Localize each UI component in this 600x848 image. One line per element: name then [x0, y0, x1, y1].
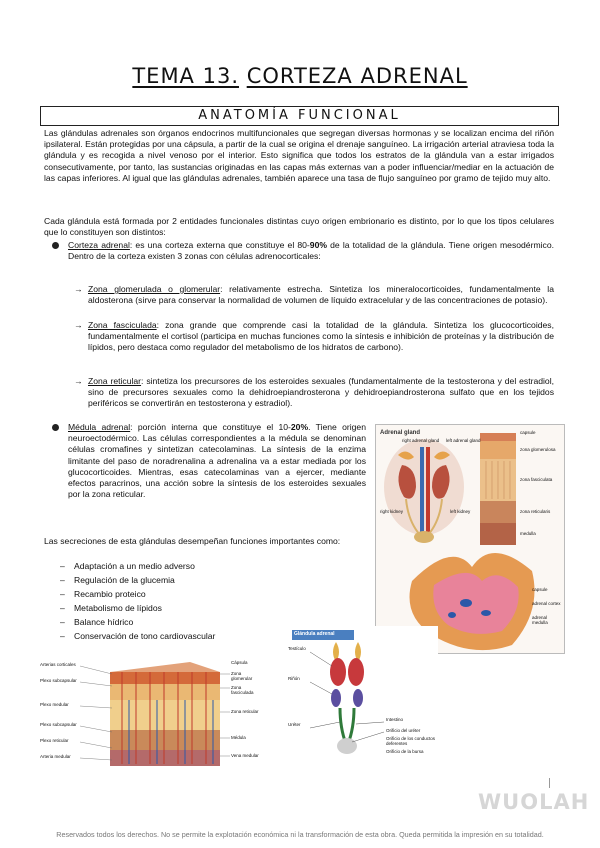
function-item: – Conservación de tono cardiovascular	[60, 631, 216, 641]
medulla-text-b: . Tiene origen neuroectodérmico. Las células correspondientes a la médula se denominan células cromafines y sintetizan catecolaminas. La síntesis de la enzima limitante del paso de noradrenalina a adrenalina va a estar mediada por los glucocorticoides. Mientras, esas catecolaminas van a ejercer, mediante efectos paracrinos, una acción sobre la síntesis de los esteroides sexuales por la zona reticular.	[68, 422, 366, 500]
fig-label: adrenal medulla	[532, 615, 548, 625]
fig-label: Cápsula	[231, 660, 248, 665]
zone-item	[74, 320, 554, 354]
fig-label: Testículo	[288, 646, 306, 651]
fig-label: Plexo subcapsular	[40, 722, 77, 727]
fig-label: Zona reticular	[231, 709, 259, 714]
cortex-text-b: de la totalidad de la glándula. Tiene origen mesodérmico. Dentro de la corteza existen 3 zonas con células adrenocorticales:	[68, 240, 554, 262]
arrow-icon: →	[74, 284, 83, 294]
fig-label: Plexo subcapsular	[40, 678, 77, 683]
cortex-bullet	[54, 240, 554, 262]
cortex-percent: 90%	[309, 240, 327, 250]
title-text: CORTEZA ADRENAL	[246, 64, 468, 88]
fig-label: Orificio de la bursa	[386, 749, 424, 754]
fig-label: left kidney	[450, 509, 471, 514]
medulla-term: Médula adrenal	[68, 422, 131, 432]
fig-label: Plexo reticular	[40, 738, 69, 743]
medulla-percent: 20%	[290, 422, 309, 432]
fig-label: capsule	[520, 430, 536, 435]
divider	[549, 778, 550, 788]
fig-label: Zona glomerular	[231, 671, 253, 681]
fig-label: capsule	[532, 587, 548, 592]
zone-term: Zona fasciculada	[88, 320, 157, 330]
fig-label: Médula	[231, 735, 246, 740]
function-text: Conservación de tono cardiovascular	[74, 631, 216, 641]
fig-label: zona glomerulosa	[520, 447, 556, 452]
function-item: – Adaptación a un medio adverso	[60, 561, 195, 571]
bullet-dot	[52, 242, 59, 249]
function-text: Metabolismo de lípidos	[74, 603, 162, 613]
zone-text: : zona grande que comprende casi la totalidad de la glándula. Sintetiza los glucocorticoides, fundamentalmente el cortisol (participa en muchas funciones como la síntesis e inhibición de proteínas y la distribución de lípidos, pero destaca como regulador del metabolismo de los hidratos de carbono).	[88, 320, 554, 353]
fig-label: medulla	[520, 531, 536, 536]
fig-label: zona fasciculata	[520, 477, 553, 482]
zone-text: : sintetiza los precursores de los esteroides sexuales (fundamentalmente de la testosterona y del estradiol, sino de precursores sexuales como la dehidroepiandrosterona y dehidroepiandrosterona sulfato que en los tejidos periféricos se convertirán en testosterona y estradiol).	[88, 376, 554, 409]
fig-label: right adrenal gland	[402, 438, 440, 443]
fig-label: right kidney	[380, 509, 404, 514]
copyright-footer: Reservados todos los derechos. No se permite la explotación económica ni la transformación de esta obra. Queda permitida la impresión en su totalidad.	[56, 830, 544, 839]
adrenal-gland-figure	[375, 424, 565, 654]
fig-label: zona reticularis	[520, 509, 551, 514]
function-text: Regulación de la glucemia	[74, 575, 175, 585]
zone-term: Zona reticular	[88, 376, 142, 386]
function-item: – Regulación de la glucemia	[60, 575, 175, 585]
zone-item	[74, 284, 554, 306]
fig-label: adrenal cortex	[532, 601, 561, 606]
functions-intro: Las secreciones de esta glándulas desempeñan funciones importantes como:	[44, 536, 341, 546]
histology-figure	[40, 652, 262, 770]
fig-label: Intestino	[386, 717, 404, 722]
medulla-bullet	[54, 422, 366, 500]
fig-label: Vena medular	[231, 753, 259, 758]
urogenital-figure	[288, 626, 438, 758]
arrow-icon: →	[74, 376, 83, 386]
section-heading: ANATOMÍA FUNCIONAL	[40, 106, 559, 126]
fig-label: Orificio del uréter	[386, 728, 421, 733]
function-text: Balance hídrico	[74, 617, 134, 627]
zone-text: : relativamente estrecha. Sintetiza los mineralocorticoides, fundamentalmente la aldosterona (sirve para conservar la normalidad de volumen de líquido extracelular y de las concentraciones de potasio).	[88, 284, 554, 306]
title-number: TEMA 13.	[132, 64, 239, 88]
function-item: – Metabolismo de lípidos	[60, 603, 162, 613]
cortex-text-a: : es una corteza externa que constituye el 80-	[129, 240, 310, 250]
zone-item	[74, 376, 554, 410]
entities-paragraph: Cada glándula está formada por 2 entidades funcionales distintas cuyo origen embrionario es distinto, por lo que los tipos celulares que lo constituyen son distintos:	[44, 216, 554, 238]
fig-label: Uréter	[288, 722, 301, 727]
fig-label: left adrenal gland	[446, 438, 481, 443]
fig-label: Riñón	[288, 676, 300, 681]
fig-label: Zona fasciculada	[231, 685, 254, 695]
intro-paragraph: Las glándulas adrenales son órganos endocrinos multifuncionales que segregan diversas hormonas y se localizan encima del riñón ipsilateral. Están protegidas por una cápsula, a partir de la cual se origina el drenaje sanguíneo. La irrigación arterial atraviesa toda la glándula y es recogida a nivel venoso por el interior. Esto significa que todos los estratos de la glándula van a estar irrigados consecutivamente, por tanto, las sustancias originadas en las capas más externas van a poder influenciar/mediar en la actuación de las capas inferiores. Al igual que las glándulas adrenales, también aparece una tasa de flujo sanguíneo por gramo de tejido muy alto.	[44, 128, 554, 183]
zone-term: Zona glomerulada o glomerular	[88, 284, 221, 294]
bullet-dot	[52, 424, 59, 431]
figure-title: Adrenal gland	[380, 430, 421, 436]
function-text: Recambio proteico	[74, 589, 146, 599]
function-text: Adaptación a un medio adverso	[74, 561, 195, 571]
fig-label: Orificio de los conductos deferentes	[386, 736, 436, 746]
arrow-icon: →	[74, 320, 83, 330]
function-item: – Recambio proteico	[60, 589, 146, 599]
fig-label: Arterias corticales	[40, 662, 76, 667]
page-title	[0, 64, 600, 88]
fig-label: Plexo medular	[40, 702, 69, 707]
fig-label: Arteria medular	[40, 754, 71, 759]
wuolah-logo: WUOLAH	[478, 790, 590, 814]
medulla-text-a: : porción interna que constituye el 10-	[130, 422, 291, 432]
function-item: – Balance hídrico	[60, 617, 134, 627]
fig-label: Glándula adrenal	[294, 631, 335, 637]
cortex-term: Corteza adrenal	[68, 240, 130, 250]
